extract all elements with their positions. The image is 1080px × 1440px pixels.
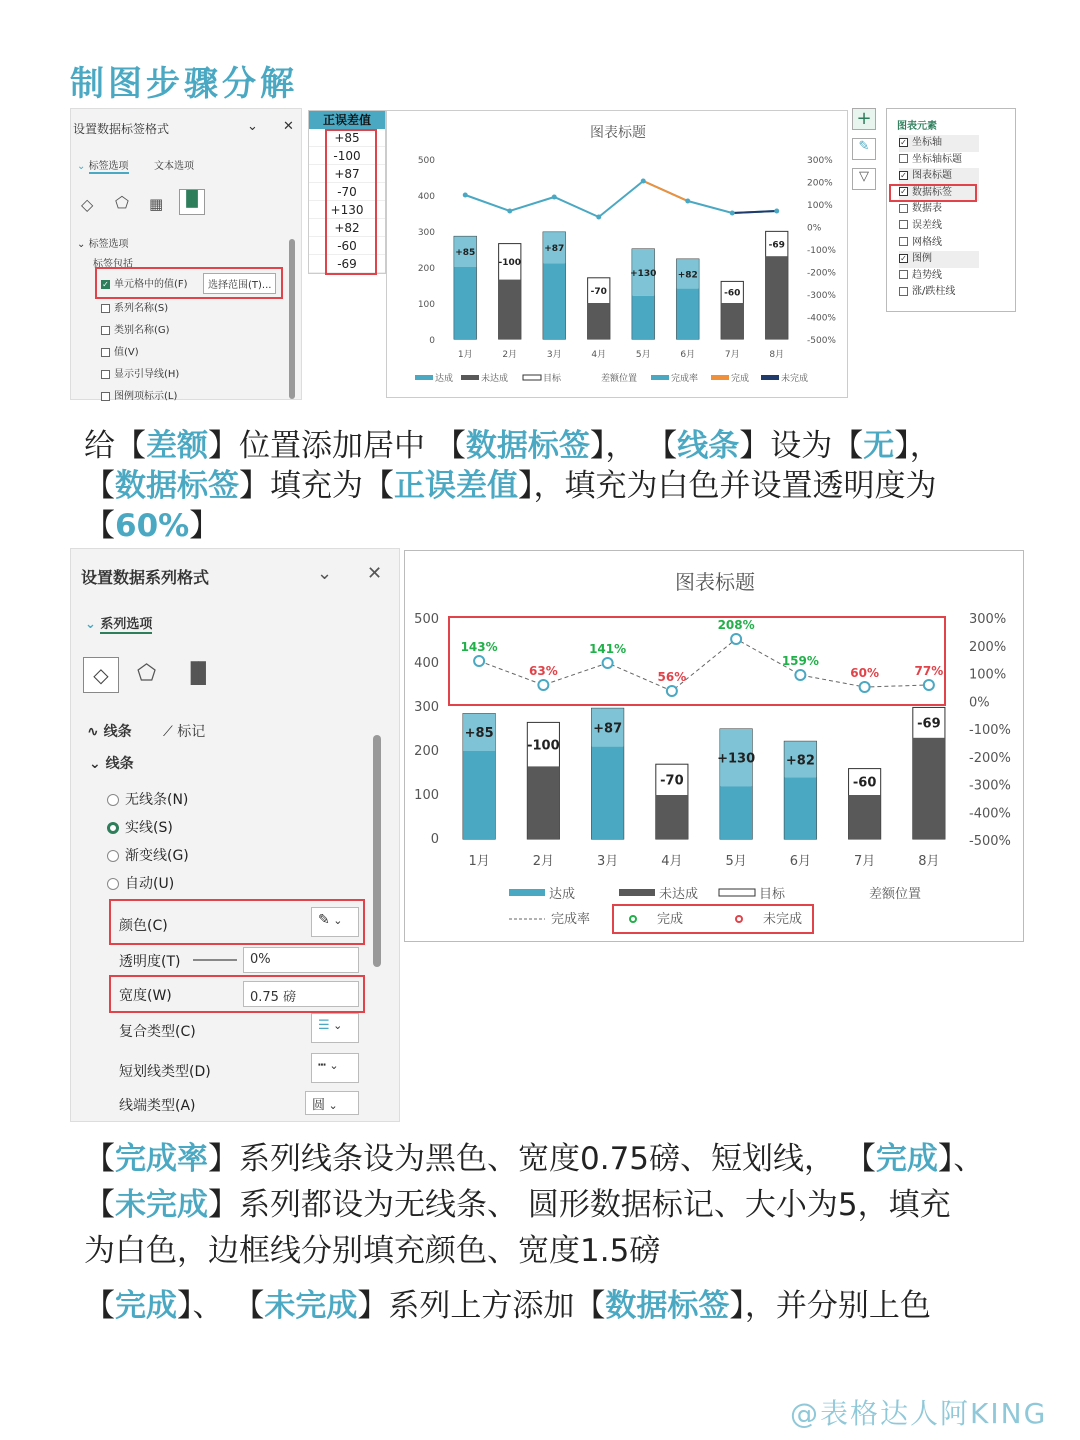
table-header: 正误差值: [309, 111, 385, 129]
checkbox-legend-key[interactable]: 图例项标示(L): [101, 387, 177, 402]
y2-tick-label: -500%: [807, 336, 836, 346]
chevron-down-icon: ⌄: [329, 914, 343, 927]
tab-line[interactable]: ∿ 线条: [87, 724, 132, 740]
chart-1-svg: [387, 111, 849, 399]
diff-label: -60: [852, 775, 877, 791]
table-row: -70: [309, 183, 385, 201]
dash-type-select[interactable]: ┅ ⌄: [311, 1053, 359, 1083]
legend-swatch: [736, 916, 742, 922]
x-tick-label: 6月: [680, 350, 696, 360]
checkbox-category-name[interactable]: 类别名称(G): [101, 321, 170, 336]
legend-label: 达成: [549, 887, 576, 902]
effects-icon[interactable]: ⬠: [137, 661, 157, 686]
y-tick-label: 400: [417, 192, 435, 202]
not-achieved-bar: [527, 766, 559, 839]
completion-marker: [860, 682, 870, 692]
tab-text-options[interactable]: 文本选项: [154, 161, 194, 172]
radio-gradient-line[interactable]: 渐变线(G): [107, 845, 189, 865]
diff-label: +85: [464, 726, 494, 742]
format-series-panel: [70, 548, 400, 1122]
completion-marker: [685, 199, 690, 204]
highlight-box: [109, 899, 365, 945]
y2-tick-label: 200%: [969, 639, 1007, 655]
diff-label: +130: [717, 751, 756, 767]
compound-type-select[interactable]: ☰ ⌄: [311, 1013, 359, 1043]
legend-label: 达成: [435, 374, 454, 384]
not-achieved-bar: [588, 303, 610, 339]
diff-label: -60: [724, 288, 741, 299]
achieved-bar: [454, 267, 476, 339]
width-input[interactable]: 0.75 磅: [243, 981, 359, 1007]
fill-line-icon[interactable]: ◇: [83, 657, 119, 693]
y2-tick-label: -500%: [969, 834, 1011, 849]
fill-icon[interactable]: ◇: [81, 195, 94, 214]
scrollbar[interactable]: [373, 735, 381, 967]
completion-marker: [538, 680, 548, 690]
y2-tick-label: 0%: [969, 695, 990, 711]
diff-label: +82: [677, 270, 698, 281]
tab-label-options[interactable]: ⌄ 标签选项: [77, 161, 129, 172]
legend-swatch: [719, 889, 755, 896]
highlight-box: [95, 267, 283, 299]
incomplete-line: [732, 211, 777, 213]
y2-tick-label: -400%: [969, 806, 1011, 822]
diff-label: -69: [768, 240, 785, 251]
diff-label: -69: [917, 716, 941, 732]
checkbox-cell-value[interactable]: ✓ 单元格中的值(F): [102, 279, 188, 290]
dash-type-label: 短划线类型(D): [119, 1064, 211, 1080]
y2-tick-label: 300%: [807, 156, 833, 166]
instruction-paragraph-3: 【完成】、 【未完成】系列上方添加【数据标签】，并分别上色: [84, 1288, 931, 1324]
chevron-down-icon[interactable]: ⌄: [247, 119, 258, 134]
x-tick-label: 1月: [457, 350, 473, 360]
table-row: -69: [309, 255, 385, 273]
diff-label: -100: [527, 738, 560, 754]
legend-label: 完成率: [671, 374, 699, 384]
y2-tick-label: 100%: [969, 667, 1007, 683]
chart-element-item[interactable]: 坐标轴标题: [899, 152, 979, 169]
brush-icon[interactable]: ✎: [852, 138, 876, 160]
completion-marker: [596, 215, 601, 220]
y-tick-label: 100: [414, 788, 439, 803]
y2-tick-label: -100%: [969, 723, 1011, 738]
legend-label: 差额位置: [601, 374, 638, 384]
scrollbar[interactable]: [289, 239, 295, 399]
filter-icon[interactable]: ▽: [852, 168, 876, 190]
completion-marker: [552, 195, 557, 200]
achieved-bar: [592, 747, 624, 839]
x-tick-label: 4月: [591, 350, 607, 360]
not-achieved-bar: [721, 303, 743, 339]
pentagon-icon[interactable]: ⬠: [115, 193, 129, 212]
table-row: +130: [309, 201, 385, 219]
width-label: 宽度(W): [119, 988, 172, 1004]
x-tick-label: 5月: [635, 350, 651, 360]
y-tick-label: 0: [430, 832, 439, 847]
label-contains: 标签包括: [93, 259, 133, 270]
diff-label: +85: [455, 248, 476, 259]
series-options-tab[interactable]: ⌄ 系列选项: [85, 617, 153, 632]
achieved-bar: [543, 263, 565, 339]
x-tick-label: 2月: [502, 350, 518, 360]
completion-label: 56%: [657, 670, 687, 684]
highlight-box: [449, 617, 945, 705]
x-tick-label: 6月: [789, 854, 812, 869]
chart-element-item[interactable]: ✓ 坐标轴: [899, 135, 979, 152]
completion-marker: [463, 193, 468, 198]
y2-tick-label: -300%: [807, 291, 836, 301]
panel-title: 图表元素: [897, 121, 937, 132]
diff-label: -70: [590, 286, 607, 297]
panel-title: 设置数据系列格式: [81, 568, 210, 587]
completion-marker: [641, 179, 646, 184]
y2-tick-label: 200%: [807, 178, 833, 189]
chart-2-svg: [405, 551, 1025, 943]
legend-swatch: [711, 375, 729, 380]
table-row: +87: [309, 165, 385, 183]
legend-swatch: [651, 375, 669, 380]
legend-label: 完成: [657, 912, 684, 927]
watermark: @表格达人阿KING: [790, 1397, 1048, 1430]
checkbox-value[interactable]: 值(V): [101, 343, 139, 358]
legend-swatch: [619, 889, 655, 896]
completion-label: 63%: [529, 664, 558, 678]
highlight-box: [889, 184, 977, 202]
completion-marker: [795, 670, 805, 680]
color-picker[interactable]: ✎ ⌄: [311, 907, 359, 937]
section-label-options: ⌄ 标签选项: [77, 239, 129, 250]
checkbox-series-name[interactable]: 系列名称(S): [101, 299, 168, 314]
completion-marker: [731, 634, 741, 644]
x-tick-label: 8月: [918, 854, 940, 869]
close-icon[interactable]: ✕: [367, 563, 383, 584]
completion-marker: [774, 209, 779, 214]
completion-marker: [603, 658, 613, 668]
achieved-bar: [632, 296, 654, 339]
diff-label: +87: [593, 721, 623, 737]
instruction-paragraph-2: 【完成率】系列线条设为黑色、宽度0.75磅、短划线， 【完成】、 【未完成】系列都设为无线条、 圆形数据标记、大小为5，填充 为白色，边框线分别填充颜色、宽度1.5磅: [84, 1141, 985, 1269]
chart-title: 图表标题: [675, 570, 755, 594]
y2-tick-label: 300%: [969, 612, 1007, 627]
radio-solid-line[interactable]: 实线(S): [107, 817, 173, 837]
chart-1[interactable]: [386, 110, 848, 398]
bar-chart-icon[interactable]: ▐▌: [179, 189, 205, 215]
x-tick-label: 2月: [532, 854, 555, 869]
not-achieved-bar: [656, 795, 688, 839]
not-achieved-bar: [913, 738, 945, 839]
x-tick-label: 7月: [724, 350, 740, 360]
y-tick-label: 200: [414, 744, 439, 759]
checkbox-leader-lines[interactable]: 显示引导线(H): [101, 365, 179, 380]
tab-marker[interactable]: ⟋ 标记: [163, 724, 206, 740]
radio-no-line[interactable]: 无线条(N): [107, 789, 188, 809]
legend-swatch: [761, 375, 779, 380]
x-tick-label: 3月: [546, 350, 562, 360]
legend-label: 未完成: [781, 374, 809, 384]
not-achieved-bar: [849, 795, 881, 839]
x-tick-label: 3月: [596, 854, 619, 869]
plus-icon[interactable]: +: [852, 108, 876, 130]
chart-element-item[interactable]: 涨/跌柱线: [899, 284, 979, 301]
panel-title: 设置数据标签格式: [73, 122, 170, 136]
table-row: -100: [309, 147, 385, 165]
transparency-slider[interactable]: [193, 959, 237, 961]
legend-label: 未完成: [763, 912, 803, 927]
x-tick-label: 7月: [853, 854, 876, 869]
y2-tick-label: -100%: [807, 246, 836, 256]
cap-type-label: 线端类型(A): [119, 1098, 196, 1114]
completion-marker: [667, 686, 677, 696]
y2-tick-label: 0%: [807, 223, 822, 234]
highlight-box: [325, 129, 377, 275]
completion-label: 60%: [850, 666, 879, 680]
chart-title: 图表标题: [590, 125, 646, 141]
not-achieved-bar: [766, 256, 788, 339]
y2-tick-label: -200%: [807, 268, 836, 279]
diff-label: +82: [785, 753, 815, 769]
select-range-button[interactable]: 选择范围(T)...: [203, 273, 276, 294]
table-row: +82: [309, 219, 385, 237]
y-tick-label: 400: [414, 656, 439, 671]
completion-marker: [474, 656, 484, 666]
chart-element-item[interactable]: ✓ 数据标签: [899, 185, 979, 202]
achieved-bar: [463, 751, 495, 839]
series-options-icon[interactable]: ▐▌: [183, 661, 214, 685]
chart-element-item[interactable]: 误差线: [899, 218, 979, 235]
x-tick-label: 1月: [468, 854, 490, 869]
line-section: ⌄ 线条: [89, 756, 134, 772]
format-label-panel: [70, 108, 302, 400]
chart-side-buttons: [852, 108, 880, 200]
legend-swatch: [523, 375, 541, 380]
x-tick-label: 5月: [725, 854, 747, 869]
legend-swatch: [630, 916, 636, 922]
y2-tick-label: 100%: [807, 201, 833, 211]
legend-label: 目标: [543, 374, 562, 384]
legend-label: 完成: [731, 374, 750, 384]
close-icon[interactable]: ✕: [283, 119, 294, 134]
legend-label: 差额位置: [869, 887, 922, 902]
y2-tick-label: -400%: [807, 313, 836, 324]
not-achieved-bar: [499, 280, 521, 339]
x-tick-label: 8月: [769, 350, 785, 360]
y-tick-label: 100: [417, 300, 435, 310]
chevron-down-icon[interactable]: ⌄: [317, 563, 333, 584]
error-values-table: [308, 110, 386, 274]
legend-label: 完成率: [551, 912, 591, 927]
chart-element-item[interactable]: ✓ 图表标题: [899, 168, 979, 185]
legend-swatch: [509, 889, 545, 896]
completion-label: 159%: [781, 654, 819, 668]
legend-label: 未达成: [659, 887, 699, 902]
chevron-down-icon: ⌄: [77, 161, 89, 172]
completion-marker: [730, 211, 735, 216]
y2-tick-label: -200%: [969, 750, 1011, 766]
diff-label: -100: [498, 258, 522, 269]
radio-automatic[interactable]: 自动(U): [107, 873, 174, 893]
y-tick-label: 300: [417, 228, 435, 238]
diff-label: +87: [544, 244, 565, 255]
chart-elements-panel: [886, 108, 1016, 312]
compound-type-label: 复合类型(C): [119, 1024, 196, 1040]
complete-line: [643, 181, 688, 201]
transparency-input[interactable]: 0%: [243, 947, 359, 973]
chart-element-item[interactable]: 网格线: [899, 235, 979, 252]
size-icon[interactable]: ▦: [149, 195, 164, 213]
color-label: 颜色(C): [119, 918, 168, 934]
legend-label: 未达成: [481, 374, 509, 384]
table-row: +85: [309, 129, 385, 147]
table-row: -60: [309, 237, 385, 255]
page-title: 制图步骤分解: [70, 64, 298, 104]
y-tick-label: 500: [417, 156, 435, 166]
completion-label: 208%: [717, 618, 755, 632]
legend-swatch: [461, 375, 479, 380]
y-tick-label: 500: [414, 612, 439, 627]
achieved-bar: [720, 786, 752, 839]
diff-label: -70: [660, 773, 684, 789]
chart-element-item[interactable]: ✓ 图例: [899, 251, 979, 268]
chart-element-item[interactable]: 趋势线: [899, 268, 979, 285]
completion-label: 141%: [589, 642, 627, 656]
completion-label: 77%: [914, 664, 944, 678]
achieved-bar: [784, 777, 816, 839]
x-tick-label: 4月: [661, 854, 683, 869]
chart-2[interactable]: [404, 550, 1024, 942]
transparency-label: 透明度(T): [119, 954, 181, 970]
chevron-down-icon: ⌄: [85, 617, 101, 632]
y2-tick-label: -300%: [969, 778, 1011, 794]
instruction-paragraph-1: 给【差额】位置添加居中 【数据标签】， 【线条】设为【无】， 【数据标签】填充为【正误差值】，填充为白色并设置透明度为 【60%】: [84, 428, 941, 544]
completion-label: 143%: [460, 640, 498, 654]
completion-marker: [507, 209, 512, 214]
diff-label: +130: [630, 268, 657, 279]
highlight-box: [109, 975, 365, 1013]
completion-marker: [924, 680, 934, 690]
legend-swatch: [415, 375, 433, 380]
cap-type-select[interactable]: 圆 ⌄: [305, 1091, 359, 1115]
chart-element-item[interactable]: 数据表: [899, 201, 979, 218]
legend-label: 目标: [759, 887, 786, 902]
y-tick-label: 0: [429, 336, 435, 346]
y-tick-label: 200: [417, 264, 435, 274]
achieved-bar: [677, 289, 699, 339]
y-tick-label: 300: [414, 700, 439, 715]
